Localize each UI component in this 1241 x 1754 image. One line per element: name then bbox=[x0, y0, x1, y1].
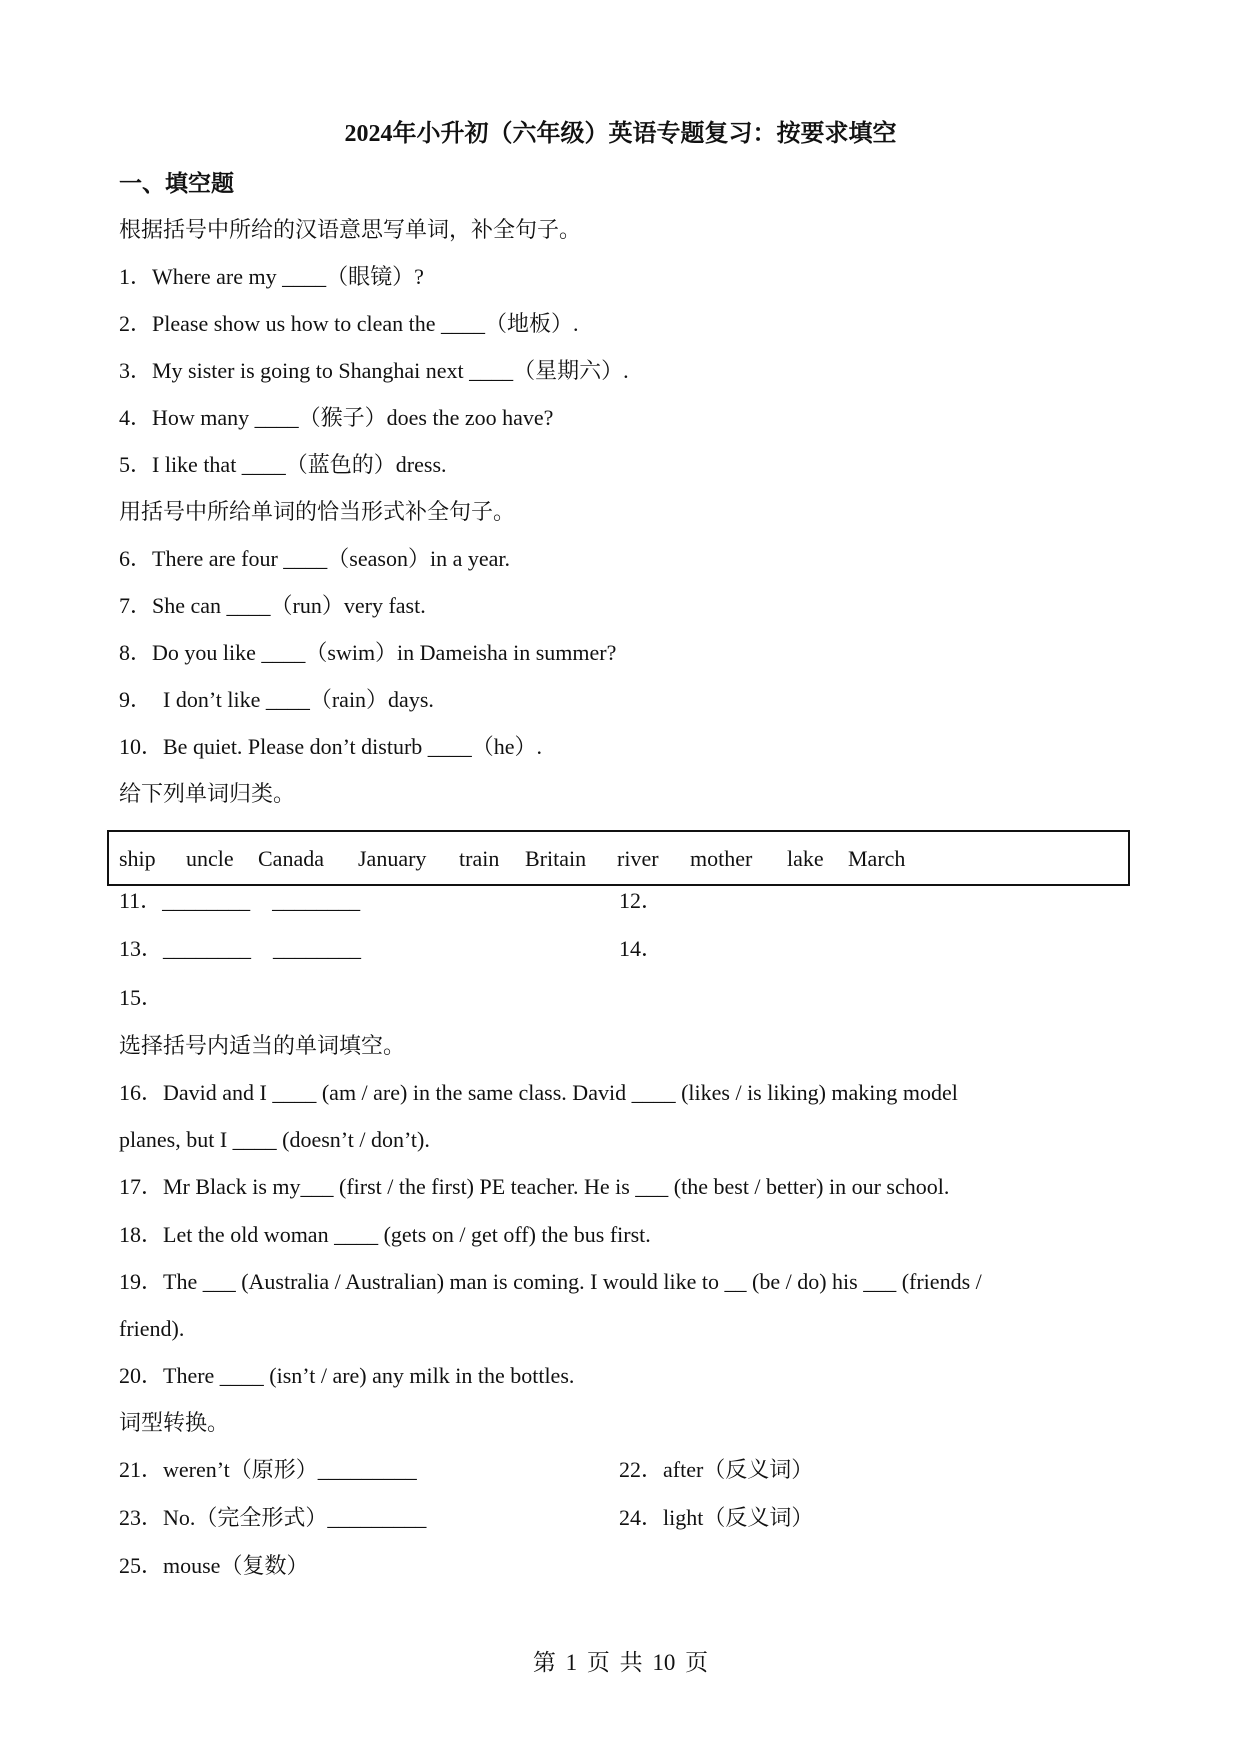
question-19: 19．The ___ (Australia / Australian) man is coming. I would like to __ (be / do) his ___ (friends / bbox=[119, 1269, 982, 1294]
question-4: 4．How many ____（猴子）does the zoo have? bbox=[119, 405, 554, 430]
word-bank-item: mother bbox=[690, 846, 753, 871]
question-24: 24．light（反义词） bbox=[619, 1505, 814, 1530]
page-title: 2024年小升初（六年级）英语专题复习：按要求填空 bbox=[344, 121, 897, 147]
word-bank-item: Britain bbox=[525, 846, 587, 871]
question-1: 1．Where are my ____（眼镜）? bbox=[119, 264, 424, 289]
instruction-part5: 词型转换。 bbox=[119, 1410, 230, 1435]
question-17: 17．Mr Black is my___ (first / the first) PE teacher. He is ___ (the best / better) in our school. bbox=[119, 1174, 950, 1199]
question-20: 20．There ____ (isn’t / are) any milk in the bottles. bbox=[119, 1363, 575, 1388]
question-16-continued: planes, but I ____ (doesn’t / don’t). bbox=[119, 1127, 430, 1152]
question-15: 15． bbox=[119, 985, 164, 1010]
question-10: 10．Be quiet. Please don’t disturb ____（he）. bbox=[119, 734, 543, 759]
word-bank-item: uncle bbox=[186, 846, 234, 871]
page-footer: 第 1 页 共 10 页 bbox=[532, 1650, 709, 1675]
word-bank-item: river bbox=[617, 846, 659, 871]
question-11: 11．________ ________ bbox=[119, 888, 361, 913]
question-21: 21．weren’t（原形）_________ bbox=[119, 1457, 417, 1482]
question-14: 14． bbox=[619, 936, 664, 961]
question-2: 2．Please show us how to clean the ____（地板）. bbox=[119, 311, 579, 336]
question-7: 7．She can ____（run）very fast. bbox=[119, 593, 426, 618]
question-16: 16．David and I ____ (am / are) in the same class. David ____ (likes / is liking) making model bbox=[119, 1080, 958, 1105]
question-18: 18．Let the old woman ____ (gets on / get off) the bus first. bbox=[119, 1222, 651, 1247]
question-3: 3．My sister is going to Shanghai next ____（星期六）. bbox=[119, 358, 629, 383]
question-9: 9． I don’t like ____（rain）days. bbox=[119, 687, 434, 712]
question-23: 23．No.（完全形式）_________ bbox=[119, 1505, 427, 1530]
word-bank-item: Canada bbox=[258, 846, 324, 871]
word-bank-item: ship bbox=[119, 846, 156, 871]
word-bank-item: January bbox=[358, 846, 427, 871]
question-5: 5．I like that ____（蓝色的）dress. bbox=[119, 452, 447, 477]
word-bank-box bbox=[107, 830, 1130, 886]
instruction-part3: 给下列单词归类。 bbox=[119, 781, 296, 806]
section-heading: 一、填空题 bbox=[119, 171, 234, 196]
question-8: 8．Do you like ____（swim）in Dameisha in summer? bbox=[119, 640, 617, 665]
question-12: 12． bbox=[619, 888, 664, 913]
word-bank-item: lake bbox=[787, 846, 824, 871]
question-6: 6．There are four ____（season）in a year. bbox=[119, 546, 510, 571]
question-19-continued: friend). bbox=[119, 1316, 185, 1341]
instruction-part2: 用括号中所给单词的恰当形式补全句子。 bbox=[119, 499, 516, 524]
question-22: 22．after（反义词） bbox=[619, 1457, 814, 1482]
word-bank-item: March bbox=[848, 846, 906, 871]
instruction-part4: 选择括号内适当的单词填空。 bbox=[119, 1033, 406, 1058]
instruction-part1: 根据括号中所给的汉语意思写单词，补全句子。 bbox=[119, 217, 582, 242]
word-bank-item: train bbox=[459, 846, 500, 871]
question-13: 13．________ ________ bbox=[119, 936, 362, 961]
question-25: 25．mouse（复数） bbox=[119, 1553, 309, 1578]
